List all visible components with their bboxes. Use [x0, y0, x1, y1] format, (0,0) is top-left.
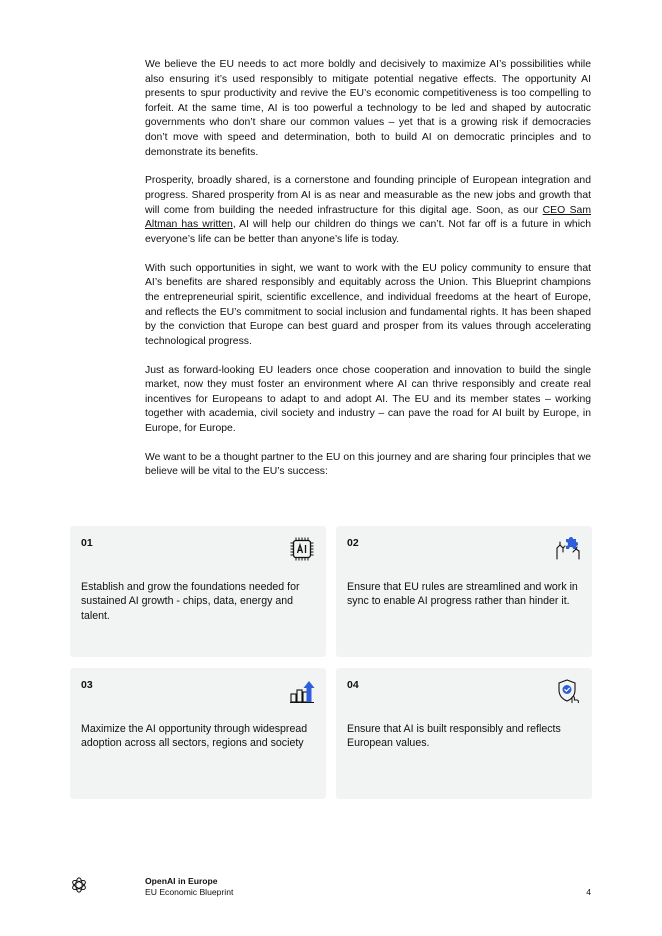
principle-card-3 [70, 668, 326, 799]
footer-title: OpenAI in Europe [145, 876, 218, 886]
paragraph-1: We believe the EU needs to act more boldly and decisively to maximize AI’s possibilities while also ensuring it’s used responsibly to mitigate potential negative effects. The opportunity AI presents to spur productivity and revive the EU’s economic competitiveness is too compelling to forfeit. At the same time, AI is too powerful a technology to be led and shaped by autocratic governments who don’t share our common values – yet that is a growing risk if democracies don’t move with speed and determination, both to build AI on democratic principles and to demonstrate its benefits. [145, 59, 591, 158]
puzzle-hands-icon [555, 536, 581, 562]
principle-card-4 [336, 668, 592, 799]
paragraph-2-start: Prosperity, broadly shared, is a cornerstone and founding principle of European integration and progress. Shared prosperity from AI is as near and measurable as the new jobs and growth that will come from building the needed infrastructure for this digital age. Soon, as our [145, 175, 591, 216]
paragraph-2 [145, 174, 591, 247]
page-number: 4 [586, 887, 591, 897]
principle-number: 02 [347, 537, 359, 549]
paragraph-5: We want to be a thought partner to the EU on this journey and are sharing four principles that we believe will be vital to the EU’s success: [145, 451, 591, 478]
principle-card-1 [70, 526, 326, 657]
principle-number: 04 [347, 679, 359, 691]
principle-text: Ensure that EU rules are streamlined and work in sync to enable AI progress rather than hinder it. [347, 581, 578, 608]
paragraph-4: Just as forward-looking EU leaders once chose cooperation and innovation to build the single market, now they must foster an environment where AI can thrive responsibly and create real incentives for Europeans to adapt to and adopt AI. The EU and its member states – working together with academia, civil society and industry – can pave the road for AI built by Europe, in Europe, for Europe. [145, 364, 591, 434]
paragraph-2-end: , AI will help our children do things we can’t. Not far off is a future in which everyone’s life can be better than anyone’s life is today. [145, 219, 591, 245]
footer-subtitle: EU Economic Blueprint [145, 887, 234, 897]
body-text [145, 58, 591, 494]
openai-logo-icon [70, 876, 88, 894]
principle-number: 03 [81, 679, 93, 691]
ai-chip-icon [289, 536, 315, 562]
paragraph-3: With such opportunities in sight, we want to work with the EU policy community to ensure that AI’s benefits are shared responsibly and equitably across the Union. This Blueprint champions the entrepreneurial spirit, scientific excellence, and individual freedoms at the heart of Europe, and reflects the EU’s commitment to social inclusion and fundamental rights. It has been shaped by the conviction that Europe can best guard and prosper from its values through accelerating technological progress. [145, 262, 591, 347]
growth-chart-icon [289, 678, 315, 704]
shield-check-icon [555, 678, 581, 704]
principle-text: Maximize the AI opportunity through widespread adoption across all sectors, regions and society [81, 723, 308, 750]
principle-card-2 [336, 526, 592, 657]
principle-text: Ensure that AI is built responsibly and reflects European values. [347, 723, 561, 750]
principle-number: 01 [81, 537, 93, 549]
principle-text: Establish and grow the foundations needed for sustained AI growth - chips, data, energy and talent. [81, 581, 300, 622]
ceo-article-link[interactable]: CEO Sam Altman has written [145, 204, 591, 231]
